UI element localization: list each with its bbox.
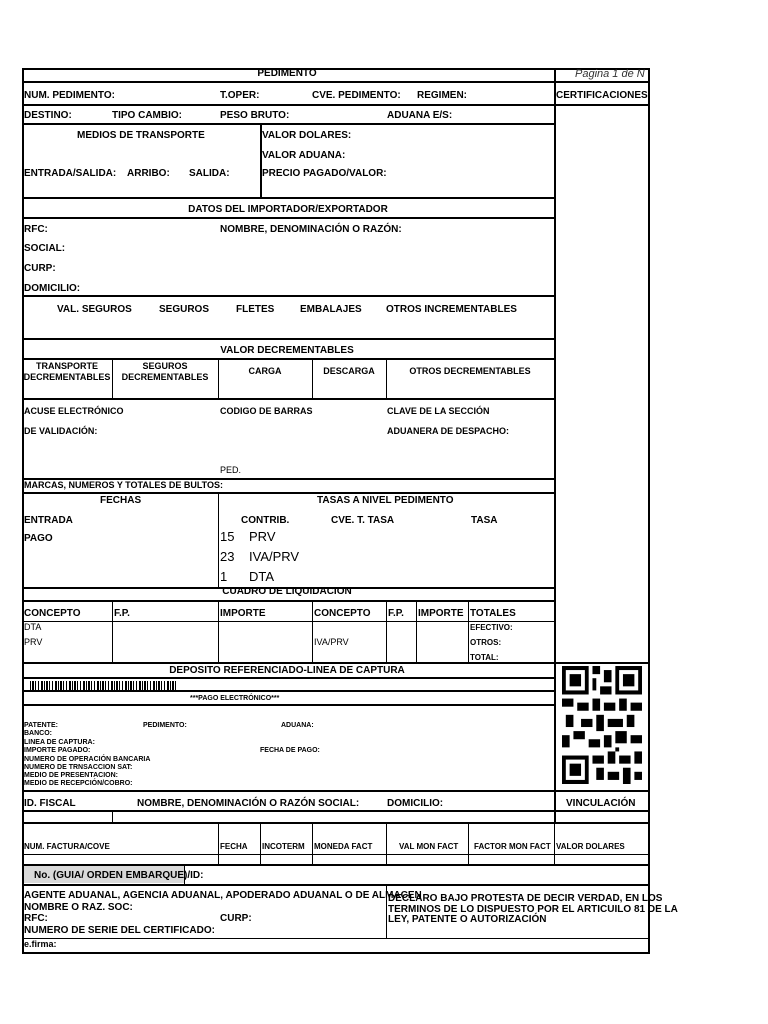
efectivo-label: EFECTIVO:: [470, 623, 513, 632]
cert-line: [554, 104, 650, 106]
marcas-label: MARCAS, NUMEROS Y TOTALES DE BULTOS:: [24, 480, 224, 490]
medio-recepcion-label: MEDIO DE RECEPCIÓN/COBRO:: [24, 780, 133, 787]
liquidacion-title-line: [22, 600, 554, 602]
liquidacion-title: CUADRO DE LIQUIDACION: [222, 586, 352, 597]
val-seguros-label: VAL. SEGUROS: [57, 304, 132, 315]
transporte-dec-label-2: DECREMENTABLES: [23, 372, 111, 382]
fletes-label: FLETES: [236, 304, 275, 315]
moneda-fact-label: MONEDA FACT: [314, 842, 373, 851]
social-label: SOCIAL:: [24, 243, 66, 254]
tasa-row-3-contrib: DTA: [249, 569, 275, 584]
val-mon-fact-label: VAL MON FACT: [399, 842, 459, 851]
row1-line: [22, 104, 554, 106]
fp-2-label: F.P.: [388, 608, 404, 619]
header-line: [22, 81, 650, 83]
deposito-aduana-label: ADUANA:: [281, 722, 314, 729]
seguros-dec-label-2: DECREMENTABLES: [121, 372, 209, 382]
row2-line: [22, 123, 554, 125]
agente-line: [22, 938, 650, 939]
factura-header-line: [22, 854, 650, 855]
num-factura-label: NUM. FACTURA/COVE: [24, 842, 110, 851]
domicilio-label: DOMICILIO:: [24, 283, 81, 294]
guia-line: [22, 884, 650, 886]
tasa-label: TASA: [471, 515, 498, 526]
fechas-title: FECHAS: [100, 495, 142, 506]
transporte-title: MEDIOS DE TRANSPORTE: [77, 130, 205, 141]
liq-col-3: [312, 600, 313, 664]
tasa-row-1-contrib: PRV: [249, 529, 276, 544]
agente-curp-label: CURP:: [220, 913, 252, 924]
fecha-label: FECHA: [220, 842, 248, 851]
liq-header-line: [22, 621, 554, 622]
importador-title: DATOS DEL IMPORTADOR/EXPORTADOR: [188, 204, 388, 215]
incoterm-label: INCOTERM: [262, 842, 305, 851]
deposito-title-line: [22, 677, 554, 679]
valor-dolares-fact-label: VALOR DOLARES: [556, 842, 625, 851]
aduanera-label: ADUANERA DE DESPACHO:: [387, 426, 510, 436]
form-title: PEDIMENTO: [257, 68, 317, 79]
page-number: Pagina 1 de N: [575, 68, 645, 80]
otros-label: OTROS:: [470, 638, 502, 647]
captura-barcode: [30, 681, 178, 690]
liq-col-6: [468, 600, 469, 664]
transporte-dec-label-1: TRANSPORTE: [35, 361, 98, 371]
dec-col-3: [312, 358, 313, 398]
codigo-barras-label: CODIGO DE BARRAS: [220, 406, 313, 416]
fact-col-3: [312, 822, 313, 864]
fechas-divider: [218, 492, 219, 589]
tasa-row-2-contrib: IVA/PRV: [249, 549, 300, 564]
qr-divider: [554, 662, 556, 790]
decrementables-title-line: [22, 358, 554, 360]
regimen-label: REGIMEN:: [417, 90, 467, 101]
num-transaccion-label: NUMERO DE TRNSACCION SAT:: [24, 764, 133, 771]
vinculacion-divider: [554, 790, 556, 822]
liq-col-5: [416, 600, 417, 664]
arribo-label: ARRIBO:: [127, 168, 170, 179]
barcode-line: [22, 690, 554, 692]
descarga-label: DESCARGA: [323, 366, 375, 376]
proveedor-row-line: [22, 822, 650, 824]
curp-label: CURP:: [24, 263, 56, 274]
cve-t-tasa-label: CVE. T. TASA: [331, 515, 395, 526]
pago-electronico-label: ***PAGO ELECTRÓNICO***: [190, 695, 280, 702]
certificaciones-divider: [554, 68, 556, 662]
rfc-label: RFC:: [24, 224, 48, 235]
pago-electronico-line: [22, 704, 554, 706]
num-operacion-label: NUMERO DE OPERACIÓN BANCARIA: [24, 756, 151, 763]
embalajes-label: EMBALAJES: [300, 304, 362, 315]
salida-label: SALIDA:: [189, 168, 230, 179]
dec-col-2: [218, 358, 219, 398]
tipo-cambio-label: TIPO CAMBIO:: [112, 110, 182, 121]
medio-presentacion-label: MEDIO DE PRESENTACION:: [24, 772, 118, 779]
precio-pagado-label: PRECIO PAGADO/VALOR:: [262, 168, 387, 179]
agente-title: AGENTE ADUANAL, AGENCIA ADUANAL, APODERADO ADUANAL O DE ALMACEN: [24, 890, 422, 901]
importe-1-label: IMPORTE: [220, 608, 266, 619]
factor-mon-fact-label: FACTOR MON FACT: [474, 842, 551, 851]
concepto-dta: DTA: [24, 622, 42, 632]
fact-col-5: [468, 822, 469, 864]
agente-nombre-label: NOMBRE O RAZ. SOC:: [24, 902, 133, 913]
declaro-line-2: TERMINOS DE LO DISPUESTO POR EL ARTICUILO 81 DE LA: [388, 904, 678, 915]
fact-col-1: [218, 822, 219, 864]
totales-label: TOTALES: [470, 608, 516, 619]
clave-seccion-label: CLAVE DE LA SECCIÓN: [387, 406, 490, 416]
t-oper-label: T.OPER:: [220, 90, 260, 101]
importe-2-label: IMPORTE: [418, 608, 464, 619]
importador-line: [22, 295, 554, 297]
decrementables-title: VALOR DECREMENTABLES: [220, 345, 354, 356]
tasa-row-1-code: 15: [220, 529, 235, 544]
efirma-label: e.firma:: [24, 939, 57, 949]
declaro-line-3: LEY, PATENTE O AUTORIZACIÓN: [388, 914, 547, 925]
pago-label: PAGO: [24, 533, 53, 544]
pedimento-form: [22, 68, 678, 954]
otros-decrementables-label: OTROS DECREMENTABLES: [409, 366, 531, 376]
otros-incrementables-label: OTROS INCREMENTABLES: [386, 304, 517, 315]
valor-dolares-label: VALOR DOLARES:: [262, 130, 352, 141]
peso-bruto-label: PESO BRUTO:: [220, 110, 290, 121]
seguros-dec-label-1: SEGUROS: [142, 361, 188, 371]
vinculacion-label: VINCULACIÓN: [566, 798, 636, 809]
guia-label: No. (GUIA/ ORDEN EMBARQUE)/ID:: [34, 870, 204, 881]
proveedor-col: [112, 810, 113, 822]
entrada-salida-label: ENTRADA/SALIDA:: [24, 168, 117, 179]
qr-code: [562, 666, 642, 784]
num-pedimento-label: NUM. PEDIMENTO:: [24, 90, 115, 101]
total-label: TOTAL:: [470, 653, 499, 662]
concepto-2-label: CONCEPTO: [314, 608, 371, 619]
fecha-pago-label: FECHA DE PAGO:: [260, 747, 320, 754]
dec-col-4: [386, 358, 387, 398]
banco-label: BANCO:: [24, 730, 52, 737]
incrementables-line: [22, 338, 554, 340]
liq-col-4: [386, 600, 387, 664]
tasas-title: TASAS A NIVEL PEDIMENTO: [317, 495, 454, 506]
fact-col-4: [386, 822, 387, 864]
proveedor-domicilio-label: DOMICILIO:: [387, 798, 444, 809]
deposito-title: DEPOSITO REFERENCIADO-LINEA DE CAPTURA: [169, 665, 405, 676]
proveedor-line: [22, 810, 650, 812]
contrib-label: CONTRIB.: [241, 515, 290, 526]
marcas-line: [22, 492, 554, 494]
nombre-label: NOMBRE, DENOMINACIÓN O RAZÓN:: [220, 224, 402, 235]
proveedor-nombre-label: NOMBRE, DENOMINACIÓN O RAZÓN SOCIAL:: [137, 798, 360, 809]
valor-aduana-label: VALOR ADUANA:: [262, 150, 346, 161]
decrementables-line: [22, 398, 554, 400]
entrada-label: ENTRADA: [24, 515, 73, 526]
importe-pagado-label: IMPORTE PAGADO:: [24, 747, 91, 754]
fact-col-6: [554, 822, 555, 864]
patente-label: PATENTE:: [24, 722, 58, 729]
liq-col-2: [218, 600, 219, 664]
transporte-line: [22, 197, 554, 199]
aduana-es-label: ADUANA E/S:: [387, 110, 453, 121]
tasa-row-2-code: 23: [220, 549, 235, 564]
agente-rfc-label: RFC:: [24, 913, 48, 924]
linea-captura-label: LINEA DE CAPTURA:: [24, 739, 95, 746]
importador-title-line: [22, 217, 554, 219]
cve-pedimento-label: CVE. PEDIMENTO:: [312, 90, 401, 101]
seguros-label: SEGUROS: [159, 304, 210, 315]
concepto-prv: PRV: [24, 637, 43, 647]
ped-label: PED.: [220, 465, 242, 475]
deposito-pedimento-label: PEDIMENTO:: [143, 722, 187, 729]
destino-label: DESTINO:: [24, 110, 72, 121]
num-serie-label: NUMERO DE SERIE DEL CERTIFICADO:: [24, 925, 215, 936]
fact-col-2: [260, 822, 261, 864]
declaro-line-1: DECLARO BAJO PROTESTA DE DECIR VERDAD, EN LOS: [388, 893, 663, 904]
certificaciones-label: CERTIFICACIONES: [556, 90, 648, 101]
fp-1-label: F.P.: [114, 608, 130, 619]
acuse-label: ACUSE ELECTRÓNICO: [24, 406, 124, 416]
carga-label: CARGA: [248, 366, 282, 376]
concepto-1-label: CONCEPTO: [24, 608, 81, 619]
validacion-label: DE VALIDACIÓN:: [24, 426, 98, 436]
id-fiscal-label: ID. FISCAL: [24, 798, 76, 809]
tasa-row-3-code: 1: [220, 569, 228, 584]
concepto-iva-prv: IVA/PRV: [314, 637, 349, 647]
liq-col-1: [112, 600, 113, 664]
